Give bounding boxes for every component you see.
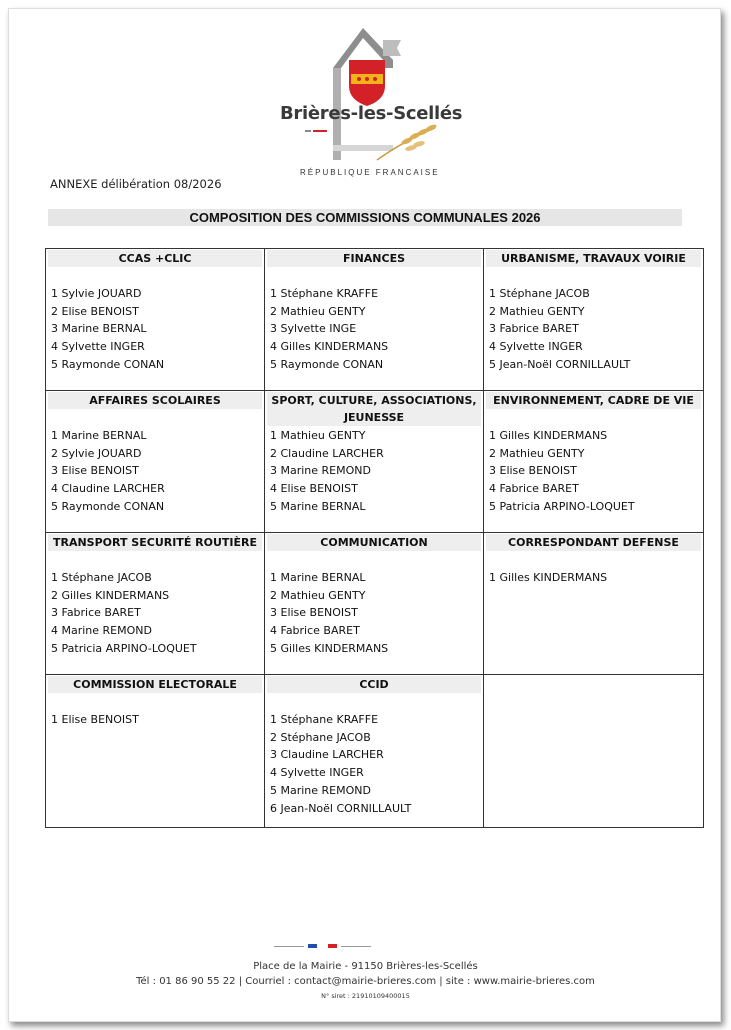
- commission-title: CCID: [267, 676, 481, 693]
- member-item: 1 Gilles KINDERMANS: [489, 429, 608, 442]
- member-list: [265, 267, 483, 384]
- town-name: Brières-les-Scellés: [280, 103, 463, 124]
- member-item: 6 Jean-Noël CORNILLAULT: [270, 801, 412, 815]
- member-item: 5 Patricia ARPINO-LOQUET: [489, 499, 635, 513]
- table-row: [46, 675, 704, 828]
- member-item: 4 Sylvette INGER: [51, 340, 145, 354]
- member-item: 5 Marine BERNAL: [270, 499, 366, 513]
- member-item: 1 Marine BERNAL: [270, 571, 366, 584]
- member-item: 2 Claudine LARCHER: [270, 446, 384, 460]
- commission-title: FINANCES: [267, 250, 481, 267]
- logo-shield-dot: [373, 77, 377, 81]
- member-item: 5 Raymonde CONAN: [51, 357, 165, 371]
- member-item: 5 Raymonde CONAN: [270, 357, 384, 371]
- member-item: 2 Stéphane JACOB: [270, 730, 371, 744]
- member-item: 4 Elise BENOIST: [270, 482, 358, 496]
- member-item: 2 Mathieu GENTY: [489, 446, 585, 460]
- member-list: [46, 409, 264, 526]
- member-item: 3 Elise BENOIST: [51, 464, 139, 478]
- member-list: [265, 426, 483, 526]
- member-item: 5 Jean-Noël CORNILLAULT: [489, 357, 631, 371]
- member-item: 4 Sylvette INGER: [489, 340, 583, 354]
- commission-title: CCAS +CLIC: [48, 250, 262, 267]
- commission-title: AFFAIRES SCOLAIRES: [48, 392, 262, 409]
- member-list: [46, 693, 264, 739]
- member-item: 2 Sylvie JOUARD: [51, 446, 142, 460]
- commission-cell: [265, 249, 484, 391]
- member-item: 3 Fabrice BARET: [51, 606, 141, 620]
- commission-title: SPORT, CULTURE, ASSOCIATIONS, JEUNESSE: [267, 392, 481, 426]
- member-item: 2 Gilles KINDERMANS: [51, 588, 170, 602]
- table-row: [46, 249, 704, 391]
- member-item: 3 Elise BENOIST: [489, 464, 577, 478]
- member-item: 4 Marine REMOND: [51, 624, 152, 638]
- commission-title: ENVIRONNEMENT, CADRE DE VIE: [486, 392, 701, 409]
- member-list: [46, 267, 264, 384]
- member-item: 5 Gilles KINDERMANS: [270, 641, 389, 655]
- member-list: [484, 267, 703, 384]
- logo-house-base: [333, 145, 393, 151]
- commission-title: TRANSPORT SECURITÉ ROUTIÈRE: [48, 534, 262, 551]
- town-logo: [285, 20, 455, 170]
- table-row: [46, 391, 704, 533]
- member-item: 2 Mathieu GENTY: [489, 304, 585, 318]
- member-item: 3 Marine BERNAL: [51, 322, 147, 336]
- member-list: [46, 551, 264, 668]
- member-item: 5 Patricia ARPINO-LOQUET: [51, 641, 197, 655]
- member-list: [484, 551, 703, 597]
- member-item: 1 Stéphane JACOB: [489, 287, 590, 300]
- member-item: 3 Claudine LARCHER: [270, 748, 384, 762]
- commission-cell: [484, 249, 704, 391]
- commission-cell: [484, 533, 704, 675]
- member-item: 2 Elise BENOIST: [51, 304, 139, 318]
- member-item: 3 Fabrice BARET: [489, 322, 579, 336]
- member-item: 4 Claudine LARCHER: [51, 482, 165, 496]
- commission-cell: [265, 533, 484, 675]
- member-item: 2 Mathieu GENTY: [270, 588, 366, 602]
- republique-label: RÉPUBLIQUE FRANCAISE: [300, 168, 440, 177]
- commission-cell: [484, 391, 704, 533]
- footer-contact: Tél : 01 86 90 55 22 | Courriel : contact@mairie-brieres.com | site : www.mairie-brieres.com: [136, 976, 595, 987]
- logo-shield-dot: [357, 77, 361, 81]
- member-list: [265, 551, 483, 668]
- commission-cell: [46, 249, 265, 391]
- commission-cell: [46, 675, 265, 828]
- member-item: 5 Marine REMOND: [270, 783, 371, 797]
- commission-cell: [265, 391, 484, 533]
- member-item: 1 Marine BERNAL: [51, 429, 147, 442]
- member-list: [484, 409, 703, 526]
- logo-red-dash: [313, 130, 327, 132]
- footer-siret: N° siret : 21910109400015: [321, 992, 410, 1000]
- member-item: 3 Marine REMOND: [270, 464, 371, 478]
- commission-title: URBANISME, TRAVAUX VOIRIE: [486, 250, 701, 267]
- member-item: 4 Fabrice BARET: [489, 482, 579, 496]
- commission-title: CORRESPONDANT DEFENSE: [486, 534, 701, 551]
- footer-divider-right: [341, 946, 371, 947]
- member-item: 3 Elise BENOIST: [270, 606, 358, 620]
- commission-cell: [265, 675, 484, 828]
- logo-house-flag: [383, 40, 401, 56]
- commission-title: COMMUNICATION: [267, 534, 481, 551]
- footer-divider-left: [274, 946, 304, 947]
- footer-flag-red: [328, 944, 337, 948]
- document-title: COMPOSITION DES COMMISSIONS COMMUNALES 2026: [48, 209, 682, 226]
- footer-address: Place de la Mairie - 91150 Brières-les-Scellés: [253, 961, 478, 972]
- member-item: 1 Mathieu GENTY: [270, 429, 366, 442]
- member-item: 2 Mathieu GENTY: [270, 304, 366, 318]
- member-item: 1 Sylvie JOUARD: [51, 287, 142, 300]
- commissions-table: [45, 248, 704, 828]
- member-item: 1 Elise BENOIST: [51, 713, 139, 726]
- member-item: 1 Stéphane KRAFFE: [270, 713, 379, 726]
- member-item: 3 Sylvette INGE: [270, 322, 357, 336]
- annexe-label: ANNEXE délibération 08/2026: [50, 177, 222, 191]
- table-row: [46, 533, 704, 675]
- member-item: 1 Stéphane JACOB: [51, 571, 152, 584]
- member-item: 1 Stéphane KRAFFE: [270, 287, 379, 300]
- member-item: 1 Gilles KINDERMANS: [489, 571, 608, 584]
- empty-cell: [484, 675, 704, 828]
- commission-cell: [46, 533, 265, 675]
- member-item: 5 Raymonde CONAN: [51, 499, 165, 513]
- member-item: 4 Gilles KINDERMANS: [270, 340, 389, 354]
- logo-shield-dot: [365, 77, 369, 81]
- footer-flag-blue: [308, 944, 317, 948]
- logo-gray-dash: [305, 130, 311, 132]
- member-list: [265, 693, 483, 827]
- member-item: 4 Fabrice BARET: [270, 624, 360, 638]
- commission-title: COMMISSION ELECTORALE: [48, 676, 262, 693]
- member-item: 4 Sylvette INGER: [270, 766, 364, 780]
- commission-cell: [46, 391, 265, 533]
